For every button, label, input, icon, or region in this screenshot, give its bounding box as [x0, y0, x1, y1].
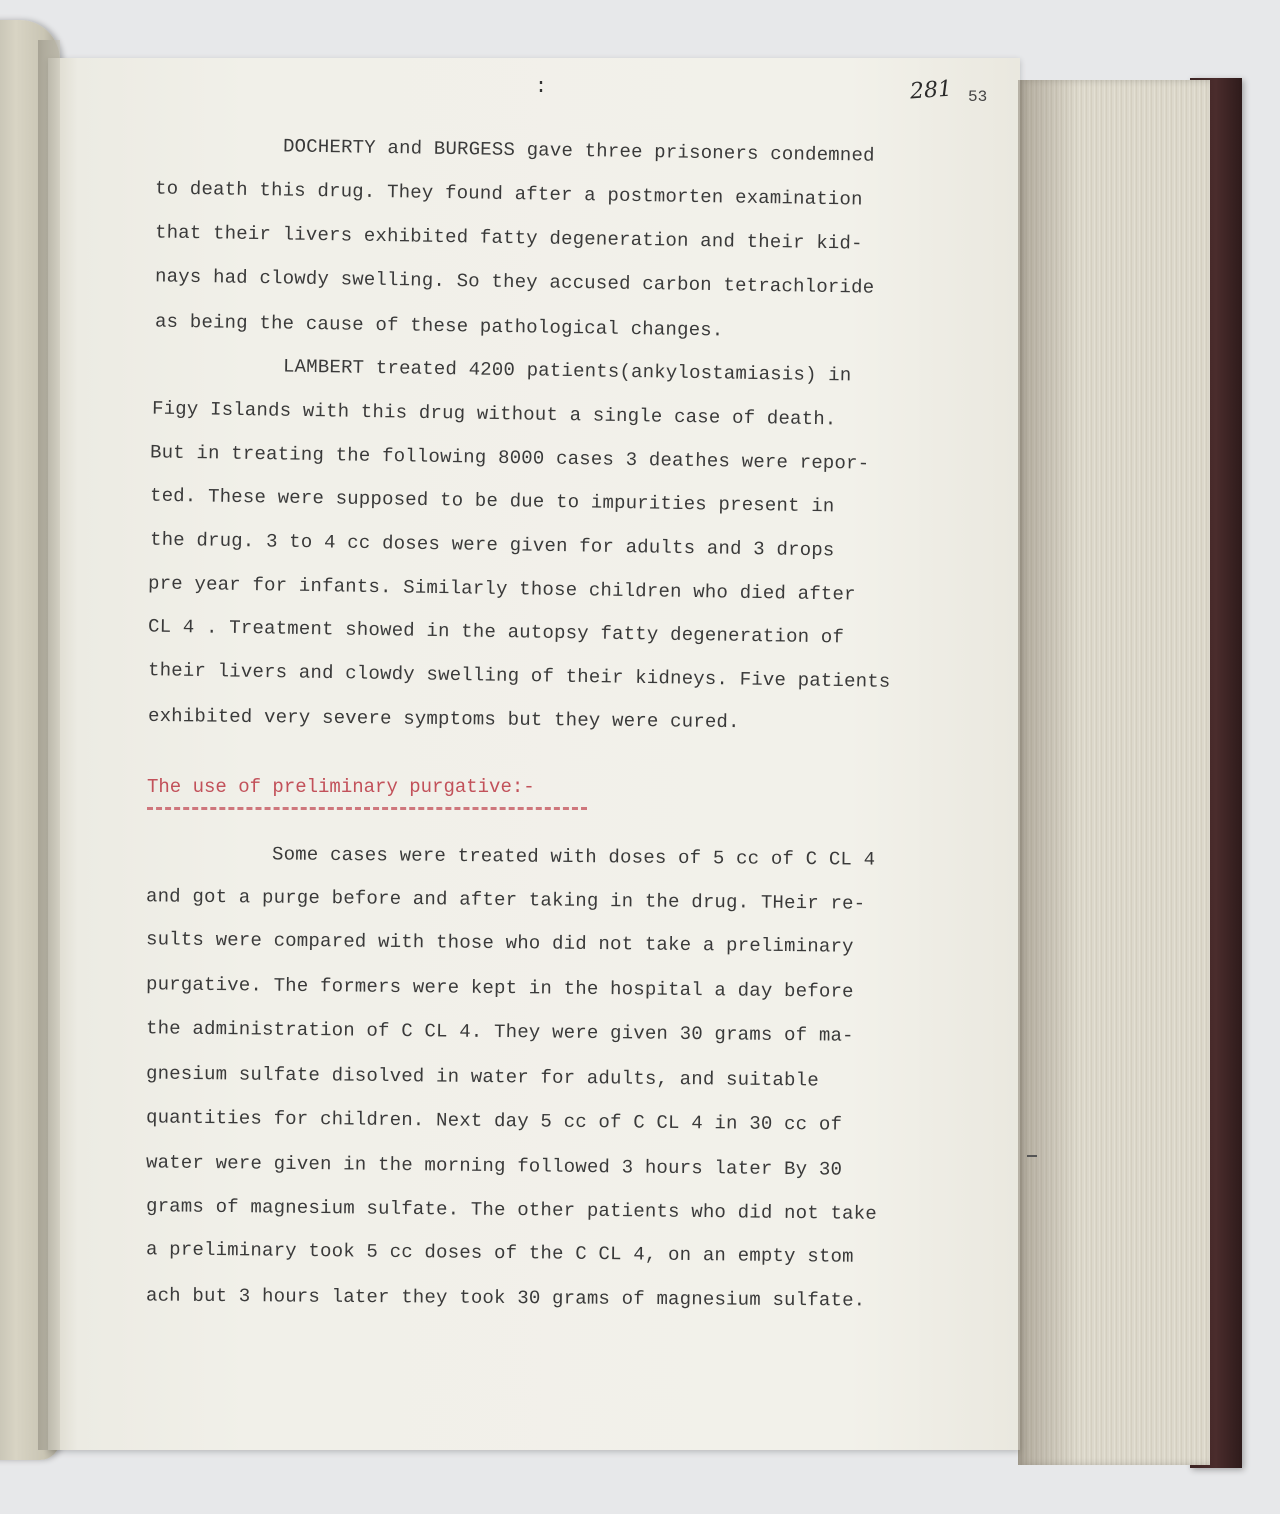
text-line: that their livers exhibited fatty degeneration and their kid- — [154, 221, 863, 255]
text-line: ach but 3 hours later they took 30 grams of magnesium sulfate. — [145, 1284, 866, 1312]
text-line: grams of magnesium sulfate. The other patients who did not take — [145, 1195, 878, 1225]
handwritten-page-number: 281 — [909, 76, 953, 105]
text-line: and got a purge before and after taking in the drug. THeir re- — [145, 885, 866, 915]
text-line: LAMBERT treated 4200 patients(ankylostamiasis) in — [282, 355, 852, 387]
text-line: exhibited very severe symptoms but they were cured. — [147, 704, 740, 734]
colon-mark: : — [535, 76, 548, 99]
text-line: sults were compared with those who did not take a preliminary — [145, 928, 854, 958]
book-gutter — [38, 40, 60, 1450]
text-line: Figy Islands with this drug without a single case of death. — [151, 397, 837, 431]
text-line: pre year for infants. Similarly those children who died after — [147, 572, 856, 606]
text-line: nays had clowdy swelling. So they accused carbon tetrachloride — [154, 265, 875, 299]
text-line: gnesium sulfate disolved in water for adults, and suitable — [145, 1062, 820, 1092]
margin-tick — [1027, 1155, 1037, 1157]
text-line: water were given in the morning followed 3 hours later By 30 — [145, 1151, 843, 1181]
text-line: purgative. The formers were kept in the hospital a day before — [145, 973, 854, 1003]
text-line: Some cases were treated with doses of 5 cc of C CL 4 — [271, 843, 876, 871]
heading-underline — [147, 807, 587, 810]
text-line: the drug. 3 to 4 cc doses were given for adults and 3 drops — [149, 528, 835, 562]
text-line: as being the cause of these pathological changes. — [154, 310, 724, 342]
section-heading: The use of preliminary purgative:- — [147, 776, 535, 798]
text-line: DOCHERTY and BURGESS gave three prisoners condemned — [282, 135, 875, 167]
text-line: But in treating the following 8000 cases 3 deathes were repor- — [149, 441, 870, 475]
text-line: a preliminary took 5 cc doses of the C CL 4, on an empty stom — [145, 1238, 854, 1268]
text-line: CL 4 . Treatment showed in the autopsy fatty degeneration of — [147, 615, 845, 649]
text-line: ted. These were supposed to be due to impurities present in — [149, 484, 835, 518]
text-line: the administration of C CL 4. They were given 30 grams of ma- — [145, 1017, 854, 1047]
text-line: to death this drug. They found after a postmorten examination — [154, 177, 863, 211]
printed-page-number: 53 — [968, 88, 988, 106]
page-curl-shadow — [1018, 80, 1078, 1465]
text-line: their livers and clowdy swelling of their kidneys. Five patients — [147, 659, 891, 693]
text-line: quantities for children. Next day 5 cc of C CL 4 in 30 cc of — [145, 1106, 843, 1136]
